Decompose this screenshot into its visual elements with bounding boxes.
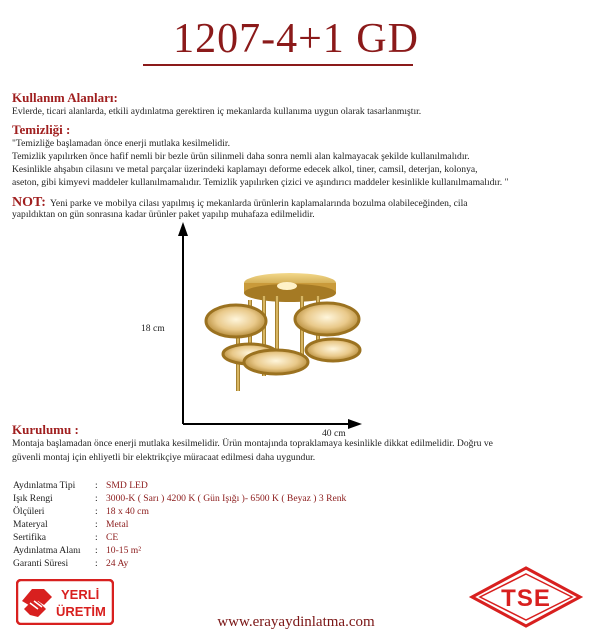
cleaning-line-1: "Temizliğe başlamadan önce enerji mutlaka kesilmelidir. — [12, 138, 230, 149]
spec-value: 18 x 40 cm — [106, 506, 149, 517]
spec-value: CE — [106, 532, 119, 543]
installation-heading: Kurulumu : — [12, 422, 79, 437]
note-line-2: yapıldıktan on gün sonrasına kadar ürünler paket yapılıp muhafaza edilmelidir. — [12, 209, 315, 220]
spec-value: SMD LED — [106, 480, 148, 491]
spec-label: Aydınlatma Tipi — [13, 480, 76, 491]
spec-colon: : — [95, 558, 98, 569]
usage-text: Evlerde, ticari alanlarda, etkili aydınlatma gerektiren iç mekanlarda kullanıma uygun olarak tasarlanmıştır. — [12, 106, 422, 117]
spec-colon: : — [95, 480, 98, 491]
usage-heading: Kullanım Alanları: — [12, 90, 118, 105]
spec-label: Ölçüleri — [13, 506, 45, 517]
spec-label: Garanti Süresi — [13, 558, 69, 569]
installation-line-1: Montaja başlamadan önce enerji mutlaka kesilmelidir. Ürün montajında topraklamaya kesinlikle dikkat edilmelidir. Doğru ve — [12, 438, 493, 449]
height-arrow — [178, 222, 188, 424]
installation-line-2: güvenli montaj için ehliyetli bir elektrikçiye müracaat edilmesi daha uygundur. — [12, 452, 316, 463]
note-line-1: Yeni parke ve mobilya cilası yapılmış iç mekanlarda ürünlerin kaplamalarında bozulma olabileceğinden, cila — [49, 198, 468, 209]
note-heading: NOT: — [12, 195, 46, 210]
height-label: 18 cm — [141, 323, 165, 334]
spec-value: 3000-K ( Sarı ) 4200 K ( Gün Işığı )- 6500 K ( Beyaz ) 3 Renk — [106, 493, 347, 504]
tse-text: TSE — [501, 585, 551, 612]
cleaning-line-3: Kesinlikle ahşabın cilasını ve metal parçalar üzerindeki kaplamayı deforme edecek alkol, tiner, camsil, deterjan, kolonya, — [12, 164, 478, 175]
spec-colon: : — [95, 506, 98, 517]
width-label: 40 cm — [322, 428, 346, 439]
product-title: 1207-4+1 GD — [173, 16, 419, 62]
website-link[interactable]: www.erayaydinlatma.com — [217, 614, 375, 630]
product-image — [206, 273, 360, 391]
spec-label: Materyal — [13, 519, 48, 530]
spec-colon: : — [95, 545, 98, 556]
spec-label: Aydınlatma Alanı — [13, 545, 81, 556]
spec-colon: : — [95, 532, 98, 543]
spec-colon: : — [95, 493, 98, 504]
badge-line-1: YERLİ — [61, 587, 100, 602]
spec-label: Sertifika — [13, 532, 47, 543]
cleaning-line-2: Temizlik yapılırken önce hafif nemli bir bezle ürün silinmeli daha sonra nemli alan kalmayacak şekilde kullanılmalıdır. — [12, 151, 470, 162]
spec-value: 24 Ay — [106, 558, 129, 569]
cleaning-heading: Temizliği : — [12, 122, 71, 137]
cleaning-line-4: aseton, gibi kimyevi maddeler kullanılmamalıdır. Temizlik yapılırken çizici ve aşındırıcı maddeler kesinlikle kullanılmamalıdır. " — [12, 177, 509, 188]
badge-line-2: ÜRETİM — [56, 604, 106, 619]
spec-value: Metal — [106, 519, 129, 530]
spec-colon: : — [95, 519, 98, 530]
spec-value: 10-15 m² — [106, 545, 142, 556]
spec-label: Işık Rengi — [13, 493, 53, 504]
